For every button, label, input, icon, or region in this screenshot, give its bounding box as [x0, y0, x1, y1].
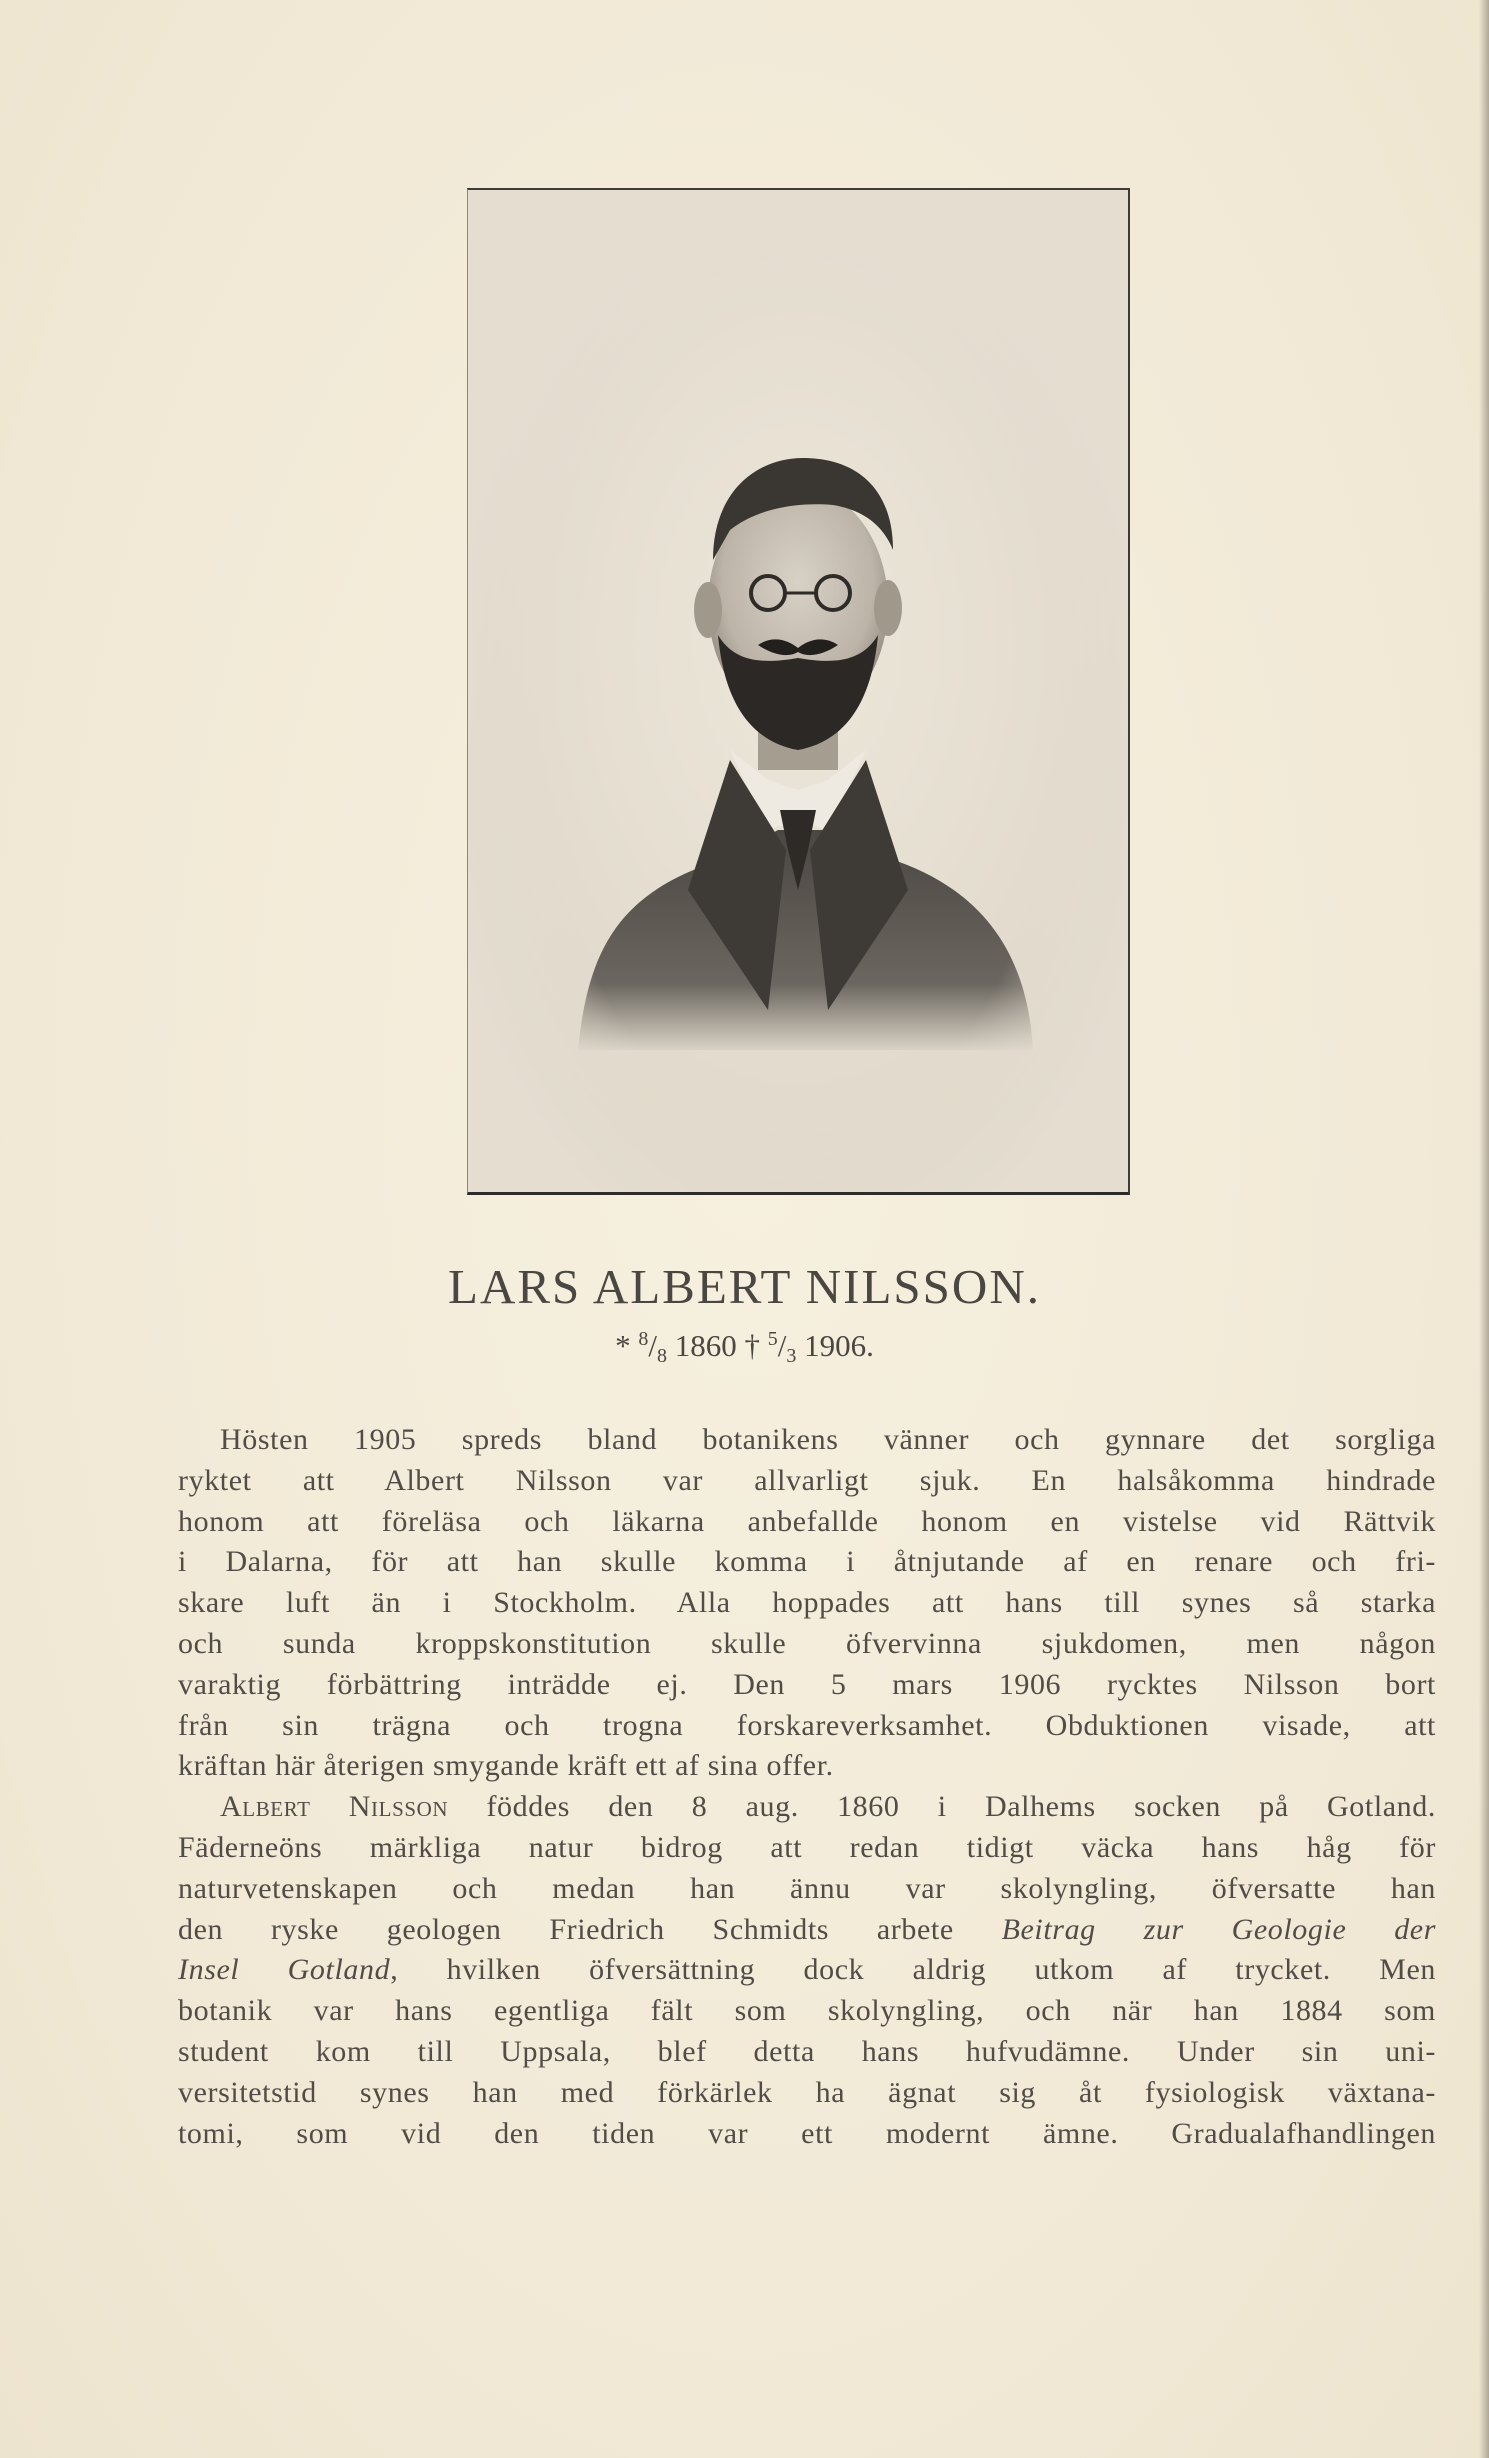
text-fragment: , hvilken öfversättning dock aldrig utkom af trycket. Men [390, 1953, 1437, 1987]
biography-text [178, 1420, 1436, 2154]
text-line: ryktet att Albert Nilsson var allvarligt sjuk. En halsåkomma hindrade [178, 1463, 1436, 1497]
text-line: tomi, som vid den tiden var ett modernt ämne. Gradualafhandlingen [178, 2116, 1436, 2150]
text-line: naturvetenskapen och medan han ännu var skolyngling, öfversatte han [178, 1871, 1436, 1905]
death-mark: † [744, 1328, 760, 1363]
text-line: versitetstid synes han med förkärlek ha ägnat sig åt fysiologisk växtana- [178, 2075, 1436, 2109]
text-line: honom att föreläsa och läkarna anbefallde honom en vistelse vid Rättvik [178, 1504, 1436, 1538]
birth-mark: * [615, 1328, 631, 1363]
death-date-fraction: $^5/_3$ [767, 1328, 797, 1367]
death-day: 5 [767, 1328, 778, 1350]
text-line: skare luft än i Stockholm. Alla hoppades att hans till synes så starka [178, 1586, 1436, 1620]
birth-year: 1860 [674, 1328, 737, 1363]
text-line: och sunda kroppskonstitution skulle öfvervinna sjukdomen, men någon [178, 1626, 1436, 1660]
text-line: Fäderneöns märkliga natur bidrog att redan tidigt väcka hans håg för [178, 1830, 1436, 1864]
death-year: 1906. [804, 1328, 874, 1363]
portrait-photograph-icon [467, 188, 1130, 1195]
text-line [178, 1787, 1436, 1828]
text-line [178, 1950, 1436, 1991]
text-line: botanik var hans egentliga fält som skolyngling, och när han 1884 som [178, 1994, 1436, 2028]
name-first: Albert [220, 1790, 311, 1824]
text-line: i Dalarna, för att han skulle komma i åtnjutande af en renare och fri- [178, 1545, 1436, 1579]
birth-day: 8 [638, 1328, 649, 1350]
text-line: varaktig förbättring inträdde ej. Den 5 mars 1906 rycktes Nilsson bort [178, 1667, 1436, 1701]
birth-month: 8 [657, 1345, 667, 1367]
text-line: Hösten 1905 spreds bland botanikens vänner och gynnare det sorgliga [220, 1423, 1436, 1456]
text-line: student kom till Uppsala, blef detta hans hufvudämne. Under sin uni- [178, 2034, 1436, 2068]
text-line: från sin trägna och trogna forskareverksamhet. Obduktionen visade, att [178, 1708, 1436, 1742]
text-fragment: den ryske geologen Friedrich Schmidts arbete [178, 1912, 954, 1946]
death-month: 3 [786, 1345, 797, 1367]
name-last: Nilsson [348, 1790, 449, 1824]
book-title-part: Beitrag zur Geologie der [1001, 1912, 1436, 1946]
book-title-part: Insel Gotland [178, 1953, 391, 1987]
page-edge-shadow [1479, 0, 1489, 2458]
page-title: LARS ALBERT NILSSON. [448, 1259, 1041, 1314]
text-fragment: föddes den 8 aug. 1860 i Dalhems socken på Gotland. [486, 1790, 1436, 1824]
text-line: kräftan här återigen smygande kräft ett af sina offer. [178, 1749, 834, 1783]
birth-date-fraction: $^8/_8$ [638, 1328, 667, 1367]
text-line [178, 1910, 1436, 1951]
life-dates [0, 1328, 1489, 1368]
